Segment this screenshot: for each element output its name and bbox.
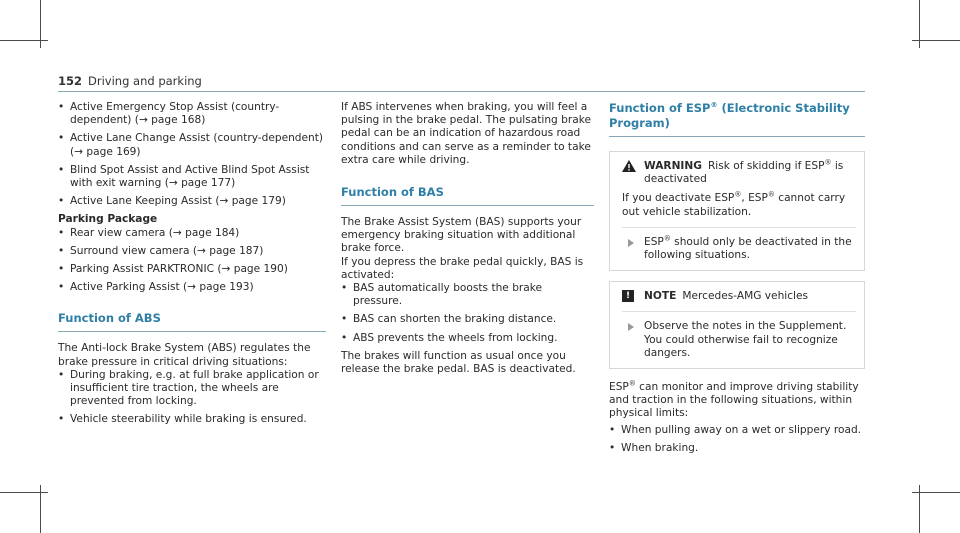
list-item: • BAS can shorten the braking distance. (341, 313, 594, 326)
note-instruction: Observe the notes in the Supplement. You could otherwise fail to recognize dangers. (644, 320, 847, 359)
section-title: Driving and parking (88, 74, 202, 88)
list-item: • Active Parking Assist (→ page 193) (58, 281, 326, 294)
abs-intro: The Anti-lock Brake System (ABS) regulates the brake pressure in critical driving situations: (58, 342, 311, 368)
list-item: • Surround view camera (→ page 187) (58, 245, 326, 258)
section-rule (609, 136, 865, 137)
crop-mark (912, 40, 960, 41)
list-item: • Vehicle steerability while braking is ensured. (58, 413, 326, 426)
crop-mark (0, 40, 48, 41)
list-item: • ABS prevents the wheels from locking. (341, 332, 594, 345)
abs-text: If ABS intervenes when braking, you will feel a pulsing in the brake pedal. The pulsating brake pedal can be an indication of hazardous road conditions and can serve as a reminder to take extra care while driving. (341, 101, 591, 166)
parking-list (58, 227, 326, 295)
esp-paragraph-text: ESP (609, 381, 629, 394)
warning-risk: is deactivated (644, 160, 844, 186)
list-item: • When pulling away on a wet or slippery road. (609, 424, 865, 437)
list-item: • Active Lane Keeping Assist (→ page 179) (58, 195, 326, 208)
warning-instruction-text: ESP (644, 235, 664, 248)
warning-icon (622, 160, 636, 172)
instruction-arrow-icon (628, 239, 634, 247)
registered-mark: ® (710, 101, 718, 110)
list-item: • Parking Assist PARKTRONIC (→ page 190) (58, 263, 326, 276)
bas-list (341, 282, 594, 345)
registered-mark: ® (628, 379, 636, 388)
warning-label: WARNING (644, 160, 702, 172)
abs-section-title: Function of ABS (58, 311, 161, 326)
instruction-arrow-icon (628, 323, 634, 331)
bas-section-title: Function of BAS (341, 185, 444, 200)
registered-mark: ® (734, 190, 742, 199)
esp-section-title (609, 101, 865, 131)
crop-mark (912, 492, 960, 493)
registered-mark: ® (663, 234, 671, 243)
note-box (609, 281, 865, 369)
left-column (58, 101, 326, 432)
parking-package-title: Parking Package (58, 213, 158, 226)
page-number: 152 (58, 74, 83, 88)
bas-depress: If you depress the brake pedal quickly, BAS is activated: (341, 255, 584, 281)
list-item: • During braking, e.g. at full brake application or insufficient tire traction, the wheels are prevented from locking. (58, 369, 326, 409)
bas-outro: The brakes will function as usual once you release the brake pedal. BAS is deactivated. (341, 349, 576, 376)
list-item: • Rear view camera (→ page 184) (58, 227, 326, 240)
divider (622, 311, 856, 312)
bas-intro: The Brake Assist System (BAS) supports your emergency braking situation with additional brake force. (341, 216, 582, 255)
warning-body (622, 192, 856, 218)
note-title: Mercedes-AMG vehicles (682, 290, 809, 303)
esp-paragraph (609, 381, 865, 421)
esp-list (609, 424, 865, 455)
right-column (609, 101, 865, 460)
crop-mark (0, 492, 48, 493)
divider (622, 227, 856, 228)
warning-box (609, 151, 865, 271)
registered-mark: ® (767, 190, 775, 199)
warning-body-text: cannot carry out vehicle stabilization. (622, 192, 846, 218)
note-label: NOTE (644, 290, 677, 303)
note-icon: ! (622, 290, 634, 302)
warning-risk: Risk of skidding if ESP (707, 160, 825, 172)
list-item: • BAS automatically boosts the brake pressure. (341, 282, 594, 308)
header-rule (58, 91, 865, 92)
warning-body-text: If you deactivate ESP (622, 192, 735, 205)
abs-list (58, 369, 326, 427)
middle-column (341, 101, 594, 376)
warning-instruction-text: should only be deactivated in the following situations. (644, 235, 852, 262)
page-header (58, 74, 202, 88)
list-item: • Active Emergency Stop Assist (country-dependent) (→ page 168) (58, 101, 326, 127)
warning-body-text: , ESP (741, 192, 768, 205)
esp-paragraph-text: can monitor and improve driving stability and traction in the following situations, within physical limits: (609, 381, 859, 420)
list-item: • When braking. (609, 442, 865, 455)
list-item: • Active Lane Change Assist (country-dependent) (→ page 169) (58, 132, 326, 158)
section-rule (58, 331, 326, 332)
list-item: • Blind Spot Assist and Active Blind Spot Assist with exit warning (→ page 177) (58, 164, 326, 190)
section-rule (341, 205, 594, 206)
esp-title-text: Function of ESP (609, 101, 711, 115)
esp-title-text: (Electronic Stability Program) (609, 101, 850, 130)
assist-list (58, 101, 326, 208)
registered-mark: ® (824, 158, 832, 167)
warning-instruction (644, 236, 856, 262)
